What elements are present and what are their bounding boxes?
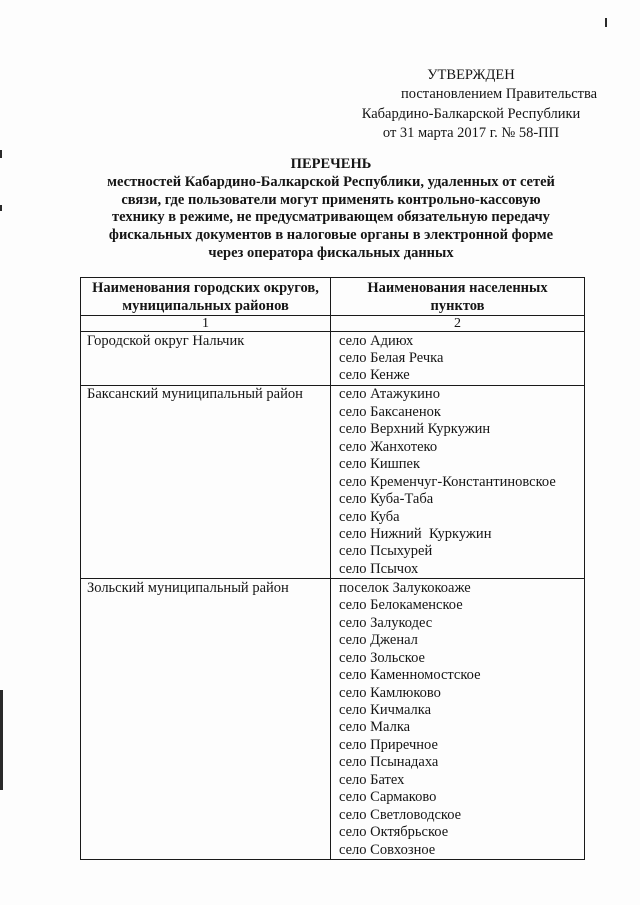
- approval-block: [355, 66, 598, 143]
- heading-title: ПЕРЕЧЕНЬ: [290, 156, 372, 172]
- list-item: село Куба: [339, 508, 400, 525]
- list-item: село Каменномостское: [339, 667, 481, 684]
- list-item: село Кишпек: [339, 456, 420, 473]
- column-header-districts: [81, 278, 331, 316]
- list-item: село Псынадаха: [339, 754, 439, 771]
- table-row: [81, 579, 585, 860]
- list-item: село Дженал: [339, 632, 418, 649]
- list-item: село Малка: [339, 719, 411, 736]
- table-row: [81, 332, 585, 386]
- heading-line: местностей Кабардино-Балкарской Республики, удаленных от сетей: [107, 173, 555, 190]
- settlements-cell: [331, 385, 585, 578]
- list-item: село Сармаково: [339, 789, 437, 806]
- scan-edge-mark: [0, 205, 2, 211]
- list-item: село Жанхотеко: [339, 438, 438, 455]
- district-name: Баксанский муниципальный район: [81, 385, 331, 578]
- list-item: село Камлюково: [339, 684, 441, 701]
- approval-line: постановлением Правительства: [401, 86, 598, 103]
- scan-edge-mark: [0, 690, 3, 790]
- document-heading: [40, 156, 622, 263]
- list-item: село Кременчуг-Константиновское: [339, 473, 556, 490]
- list-item: село Зольское: [339, 649, 425, 666]
- list-item: село Псыхурей: [339, 543, 433, 560]
- heading-line: технику в режиме, не предусматривающем обязательную передачу: [112, 209, 550, 226]
- settlements-cell: [331, 332, 585, 386]
- scan-dust-mark: [605, 18, 607, 27]
- approval-title: УТВЕРЖДЕН: [427, 67, 515, 83]
- list-item: село Куба-Таба: [339, 491, 434, 508]
- list-item: село Кичмалка: [339, 702, 432, 719]
- header-line: Наименования городских округов,: [92, 280, 319, 296]
- column-number: 2: [331, 316, 585, 332]
- list-item: село Псычох: [339, 560, 419, 577]
- list-item: село Совхозное: [339, 841, 436, 858]
- list-item: село Батех: [339, 771, 405, 788]
- approval-line: от 31 марта 2017 г. № 58-ПП: [382, 124, 560, 141]
- list-item: село Атажукино: [339, 386, 440, 403]
- list-item: село Приречное: [339, 736, 438, 753]
- district-name: Зольский муниципальный район: [81, 579, 331, 860]
- table-header-row: [81, 278, 585, 316]
- settlements-table: [80, 277, 585, 860]
- list-item: село Светловодское: [339, 806, 462, 823]
- column-header-settlements: [331, 278, 585, 316]
- column-number: 1: [81, 316, 331, 332]
- header-line: муниципальных районов: [122, 297, 289, 314]
- list-item: поселок Залукокоаже: [339, 579, 471, 596]
- header-line: Наименования населенных: [367, 280, 548, 296]
- approval-line: Кабардино-Балкарской Республики: [361, 105, 581, 122]
- list-item: село Нижний Куркужин: [339, 525, 492, 542]
- district-name: Городской округ Нальчик: [81, 332, 331, 386]
- list-item: село Белая Речка: [339, 349, 444, 366]
- settlements-cell: [331, 579, 585, 860]
- list-item: село Кенже: [339, 367, 410, 384]
- column-number-row: [81, 316, 585, 332]
- list-item: село Белокаменское: [339, 597, 463, 614]
- table-row: [81, 385, 585, 578]
- list-item: село Адиюх: [339, 332, 414, 349]
- heading-line: связи, где пользователи могут применять контрольно-кассовую: [121, 191, 541, 208]
- table-body: [81, 332, 585, 860]
- list-item: село Октябрьское: [339, 824, 449, 841]
- list-item: село Верхний Куркужин: [339, 421, 491, 438]
- scan-edge-mark: [0, 150, 2, 158]
- heading-subtitle: [40, 174, 622, 263]
- list-item: село Залукодес: [339, 614, 433, 631]
- heading-line: через оператора фискальных данных: [208, 244, 454, 261]
- list-item: село Баксаненок: [339, 403, 441, 420]
- header-line: пунктов: [430, 297, 485, 314]
- heading-line: фискальных документов в налоговые органы в электронной форме: [108, 227, 554, 244]
